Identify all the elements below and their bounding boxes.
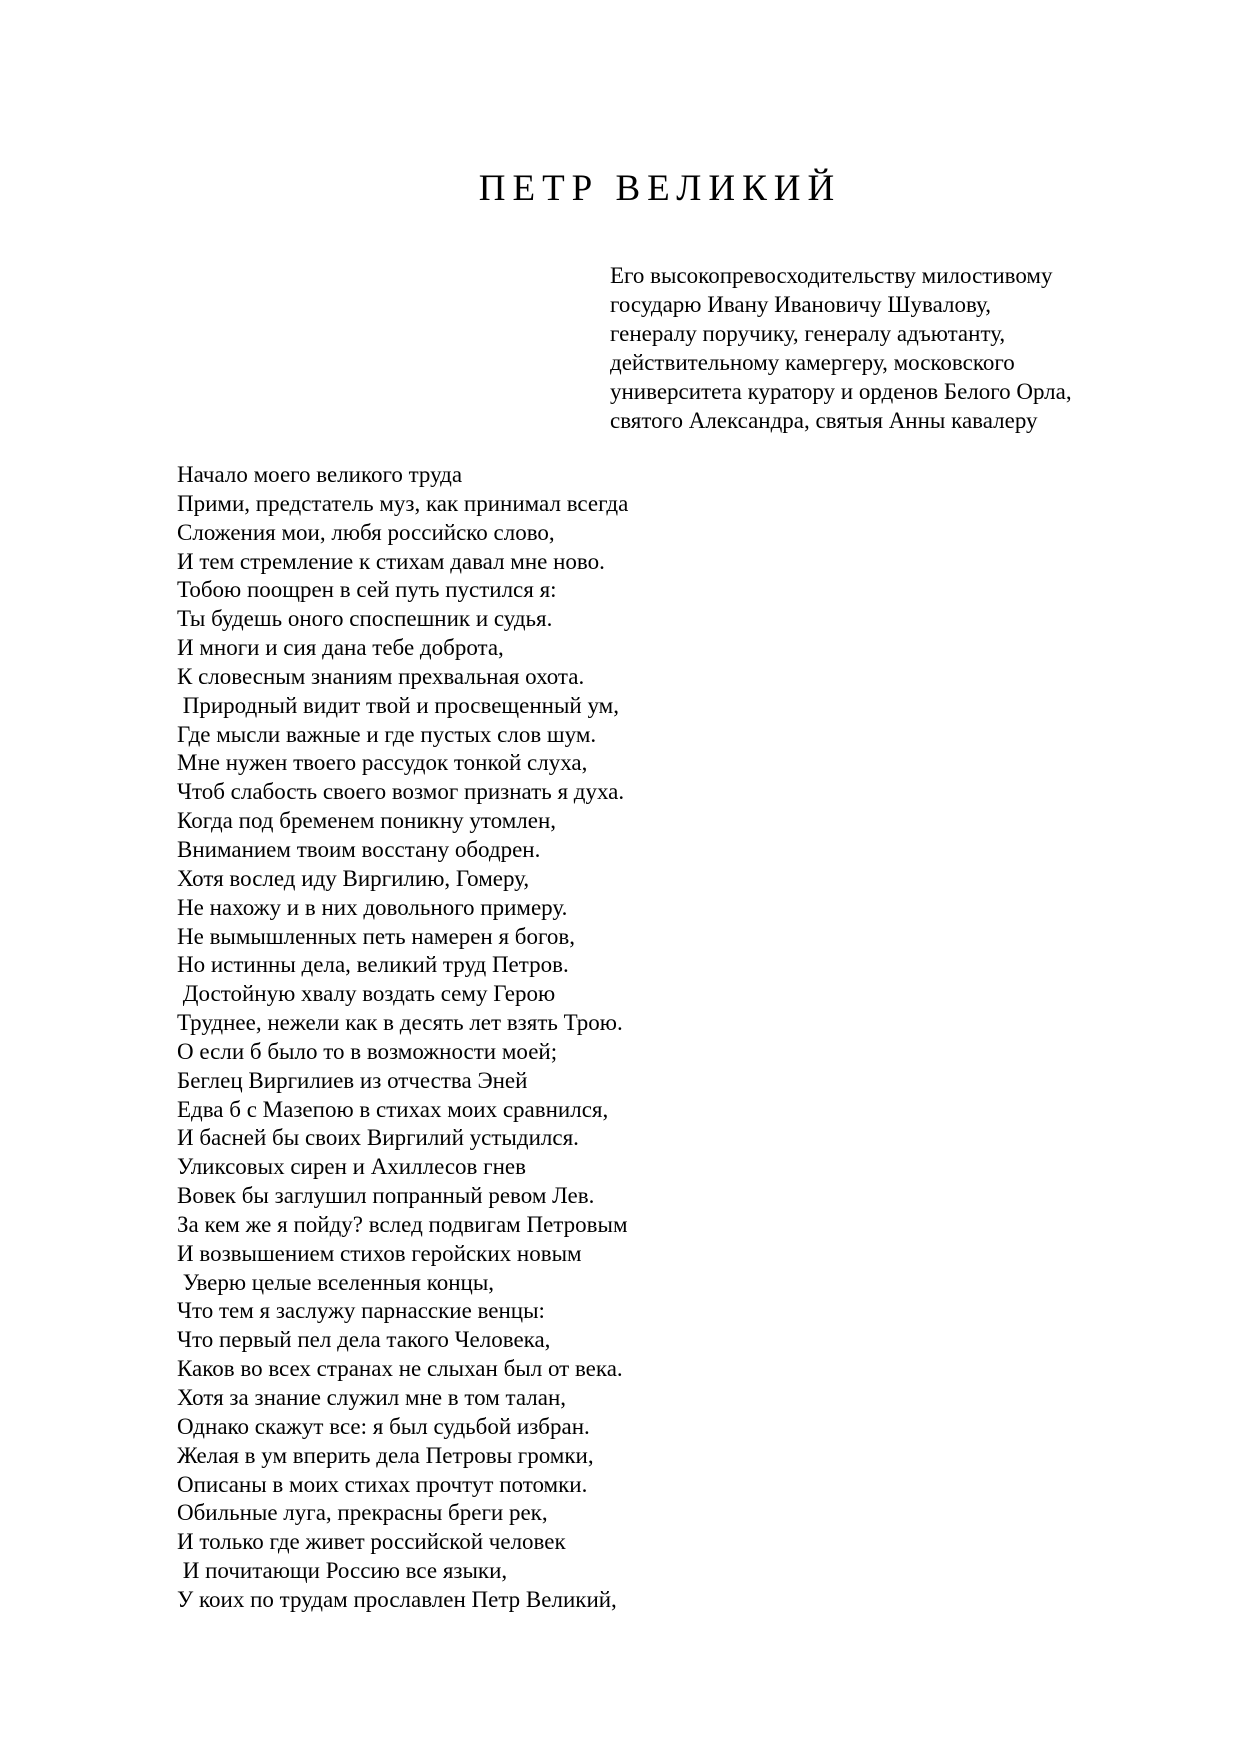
poem-line: К словесным знаниям прехвальная охота. [177,663,585,689]
poem-line: Хотя за знание служил мне в том талан, [177,1385,567,1410]
poem-line: Прими, предстатель муз, как принимал всегда [177,490,629,516]
poem-line: Мне нужен твоего рассудок тонкой слуха, [177,750,588,776]
poem-line: У коих по трудам прославлен Петр Великий, [177,1586,617,1612]
poem-line: Не нахожу и в них довольного примеру. [177,894,568,920]
poem-line: Ты будешь оного споспешник и судья. [177,606,553,632]
page-title: ПЕТР ВЕЛИКИЙ [478,168,842,209]
poem-line: Тобою поощрен в сей путь пустился я: [177,577,557,603]
dedication-block [610,261,1210,435]
poem-line: Не вымышленных петь намерен я богов, [177,923,575,949]
poem-line: Где мысли важные и где пустых слов шум. [177,721,597,747]
poem-line: Вниманием твоим восстану ободрен. [177,836,541,862]
poem-line: И возвышением стихов геройских новым [177,1240,582,1266]
poem-line: Вовек бы заглушил попранный ревом Лев. [177,1183,595,1209]
poem-line: Чтоб слабость своего возмог признать я духа. [177,779,625,805]
dedication-line: генералу поручику, генералу адъютанту, [610,321,1006,346]
poem-line: Начало моего великого труда [177,462,463,487]
poem-line: За кем же я пойду? вслед подвигам Петровым [177,1211,628,1237]
dedication-line: святого Александра, святыя Анны кавалеру [610,408,1038,433]
dedication-line: Его высокопревосходительству милостивому [610,263,1053,288]
poem-line: И многи и сия дана тебе доброта, [177,635,504,661]
poem-line: Труднее, нежели как в десять лет взять Трою. [177,1010,623,1036]
poem-line: Обильные луга, прекрасны бреги рек, [177,1500,548,1526]
poem-line: Природный видит твой и просвещенный ум, [177,692,619,718]
poem-line: Описаны в моих стихах прочтут потомки. [177,1471,588,1497]
poem-line: Хотя вослед иду Виргилию, Гомеру, [177,865,530,891]
poem-line: И басней бы своих Виргилий устыдился. [177,1125,579,1151]
poem-line: Что первый пел дела такого Человека, [177,1327,551,1353]
poem-line: О если б было то в возможности моей; [177,1038,558,1064]
poem-line: Уликсовых сирен и Ахиллесов гнев [177,1154,526,1180]
poem-line: Желая в ум вперить дела Петровы громки, [177,1442,594,1468]
poem-line: Однако скажут все: я был судьбой избран. [177,1413,590,1439]
poem-line: Что тем я заслужу парнасские венцы: [177,1298,545,1324]
poem-line: И почитающи Россию все языки, [177,1558,508,1584]
poem-line: Едва б с Мазепою в стихах моих сравнился, [177,1096,609,1122]
poem-line: Но истинны дела, великий труд Петров. [177,952,569,978]
poem-line: Когда под бременем поникну утомлен, [177,808,557,834]
poem-line: И только где живет российской человек [177,1529,566,1555]
poem-body [177,461,977,1615]
poem-line: Достойную хвалу воздать сему Герою [177,981,556,1007]
poem-line: Уверю целые вселенныя концы, [177,1269,495,1295]
dedication-line: действительному камергеру, московского [610,350,1015,375]
dedication-line: университета куратору и орденов Белого Орла, [610,379,1072,404]
poem-line: Каков во всех странах не слыхан был от века. [177,1356,623,1382]
poem-line: И тем стремление к стихам давал мне ново. [177,548,605,574]
dedication-line: государю Ивану Ивановичу Шувалову, [610,292,992,317]
poem-line: Беглец Виргилиев из отчества Эней [177,1067,528,1093]
poem-line: Сложения мои, любя российско слово, [177,519,555,545]
